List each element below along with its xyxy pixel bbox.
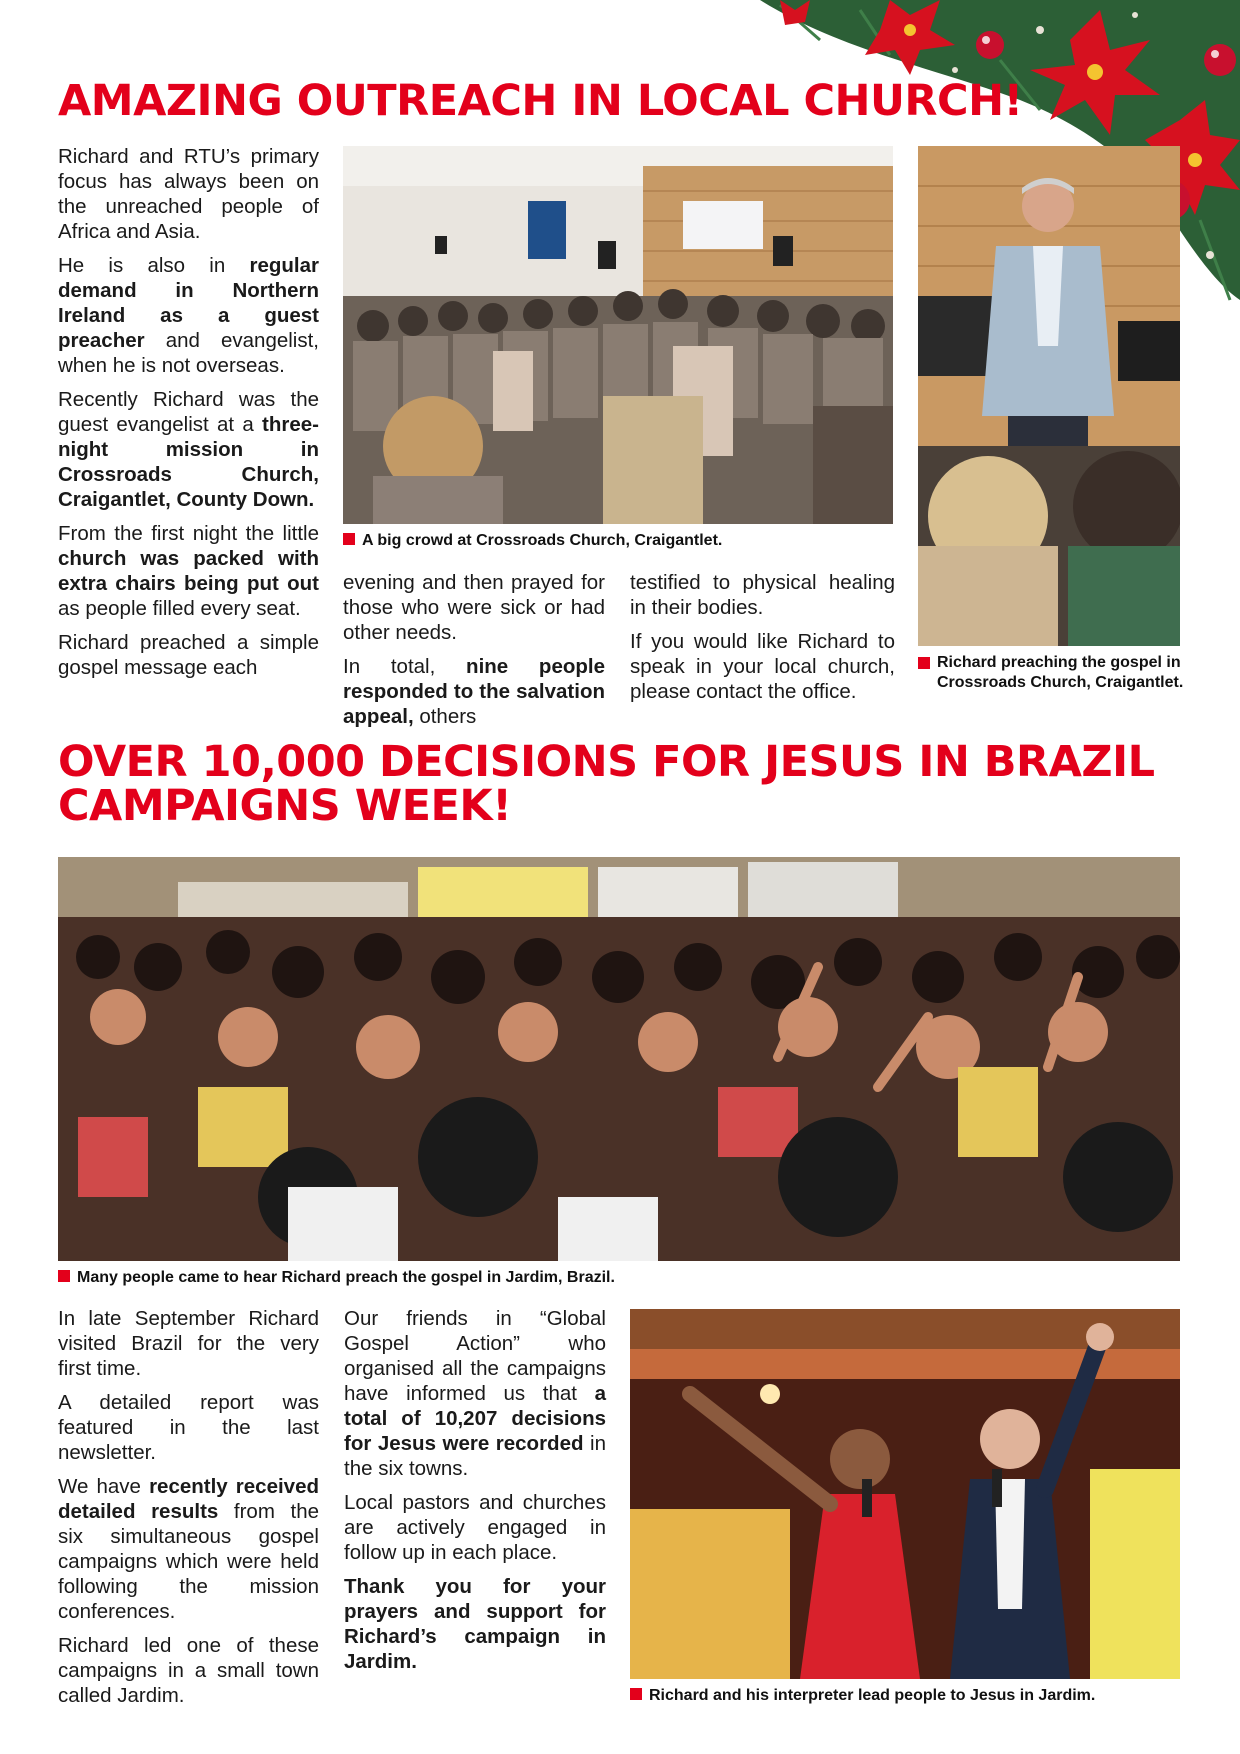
bold-text: Thank you for your prayers and support for Richard’s campaign in Jardim. [344,1575,606,1673]
paragraph [58,1306,319,1381]
paragraph [58,253,319,378]
article1-column-2 [343,570,605,729]
interpreter-photo [630,1309,1180,1679]
bold-text: recently received detailed results [58,1475,319,1523]
bold-text: nine people responded to the salvation appeal, [343,655,606,728]
bold-text: regular demand in Northern Ireland as a guest preacher [58,254,319,352]
paragraph [343,654,605,729]
body-text: testified to physical healing in their bodies. [630,571,895,619]
preacher-image-icon [918,146,1180,646]
article1-column-3 [630,570,895,704]
richard-preaching-photo [918,146,1180,646]
body-text: in the six towns. [344,1432,606,1480]
body-text: and evangelist, when he is not overseas. [58,329,319,377]
body-text: We have [58,1475,150,1498]
paragraph [58,387,319,512]
caption-richard-preaching: Richard preaching the gospel in Crossroads Church, Craigantlet. [918,653,1188,693]
article2-column-1 [58,1306,319,1708]
richard-and-interpreter-image-icon [630,1309,1180,1679]
paragraph [58,1633,319,1708]
body-text: Richard led one of these campaigns in a small town called Jardim. [58,1634,319,1707]
paragraph [58,630,319,680]
body-text: In total, [343,655,467,678]
caption-interpreter: Richard and his interpreter lead people to Jesus in Jardim. [630,1686,1190,1706]
paragraph [58,1474,319,1624]
brazil-crowd-photo [58,857,1180,1261]
paragraph [344,1306,606,1481]
crowd-photo-crossroads [343,146,893,524]
body-text: Local pastors and churches are actively engaged in follow up in each place. [344,1491,606,1564]
paragraph [343,570,605,645]
bold-text: church was packed with extra chairs being put out [58,547,319,595]
bold-text: three-night mission in Crossroads Church, Craigantlet, County Down. [58,413,319,511]
paragraph [344,1490,606,1565]
caption-marker-icon [343,533,355,545]
caption-crossroads-crowd: A big crowd at Crossroads Church, Craigantlet. [343,531,903,551]
body-text: He is also in [58,254,250,277]
body-text: Our friends in “Global Gospel Action” who organised all the campaigns have informed us that [344,1307,606,1405]
bold-text: a total of 10,207 decisions for Jesus were recorded [344,1382,606,1455]
article1-column-1 [58,144,319,680]
body-text: as people filled every seat. [58,597,301,620]
caption-marker-icon [918,657,930,669]
paragraph [630,629,895,704]
body-text: From the first night the little [58,522,319,545]
caption-marker-icon [58,1270,70,1282]
body-text: If you would like Richard to speak in your local church, please contact the office. [630,630,895,703]
body-text: evening and then prayed for those who were sick or had other needs. [343,571,605,644]
body-text: others [413,705,477,728]
body-text: Recently Richard was the guest evangelist at a [58,388,319,436]
paragraph [58,144,319,244]
paragraph [630,570,895,620]
article2-column-2 [344,1306,606,1674]
body-text: A detailed report was featured in the last newsletter. [58,1391,319,1464]
caption-jardim-crowd: Many people came to hear Richard preach the gospel in Jardim, Brazil. [58,1268,1158,1288]
jardim-crowd-image-icon [58,857,1180,1261]
body-text: from the six simultaneous gospel campaigns which were held following the mission conferences. [58,1500,319,1623]
article2-headline: OVER 10,000 DECISIONS FOR JESUS IN BRAZIL CAMPAIGNS WEEK! [58,737,1155,831]
body-text: Richard preached a simple gospel message each [58,631,319,679]
paragraph [58,1390,319,1465]
body-text: Richard and RTU’s primary focus has always been on the unreached people of Africa and Asia. [58,145,319,243]
body-text: In late September Richard visited Brazil for the very first time. [58,1307,319,1380]
paragraph [58,521,319,621]
church-crowd-image-icon [343,146,893,524]
paragraph [344,1574,606,1674]
caption-marker-icon [630,1688,642,1700]
article1-headline: AMAZING OUTREACH IN LOCAL CHURCH! [58,76,1023,126]
